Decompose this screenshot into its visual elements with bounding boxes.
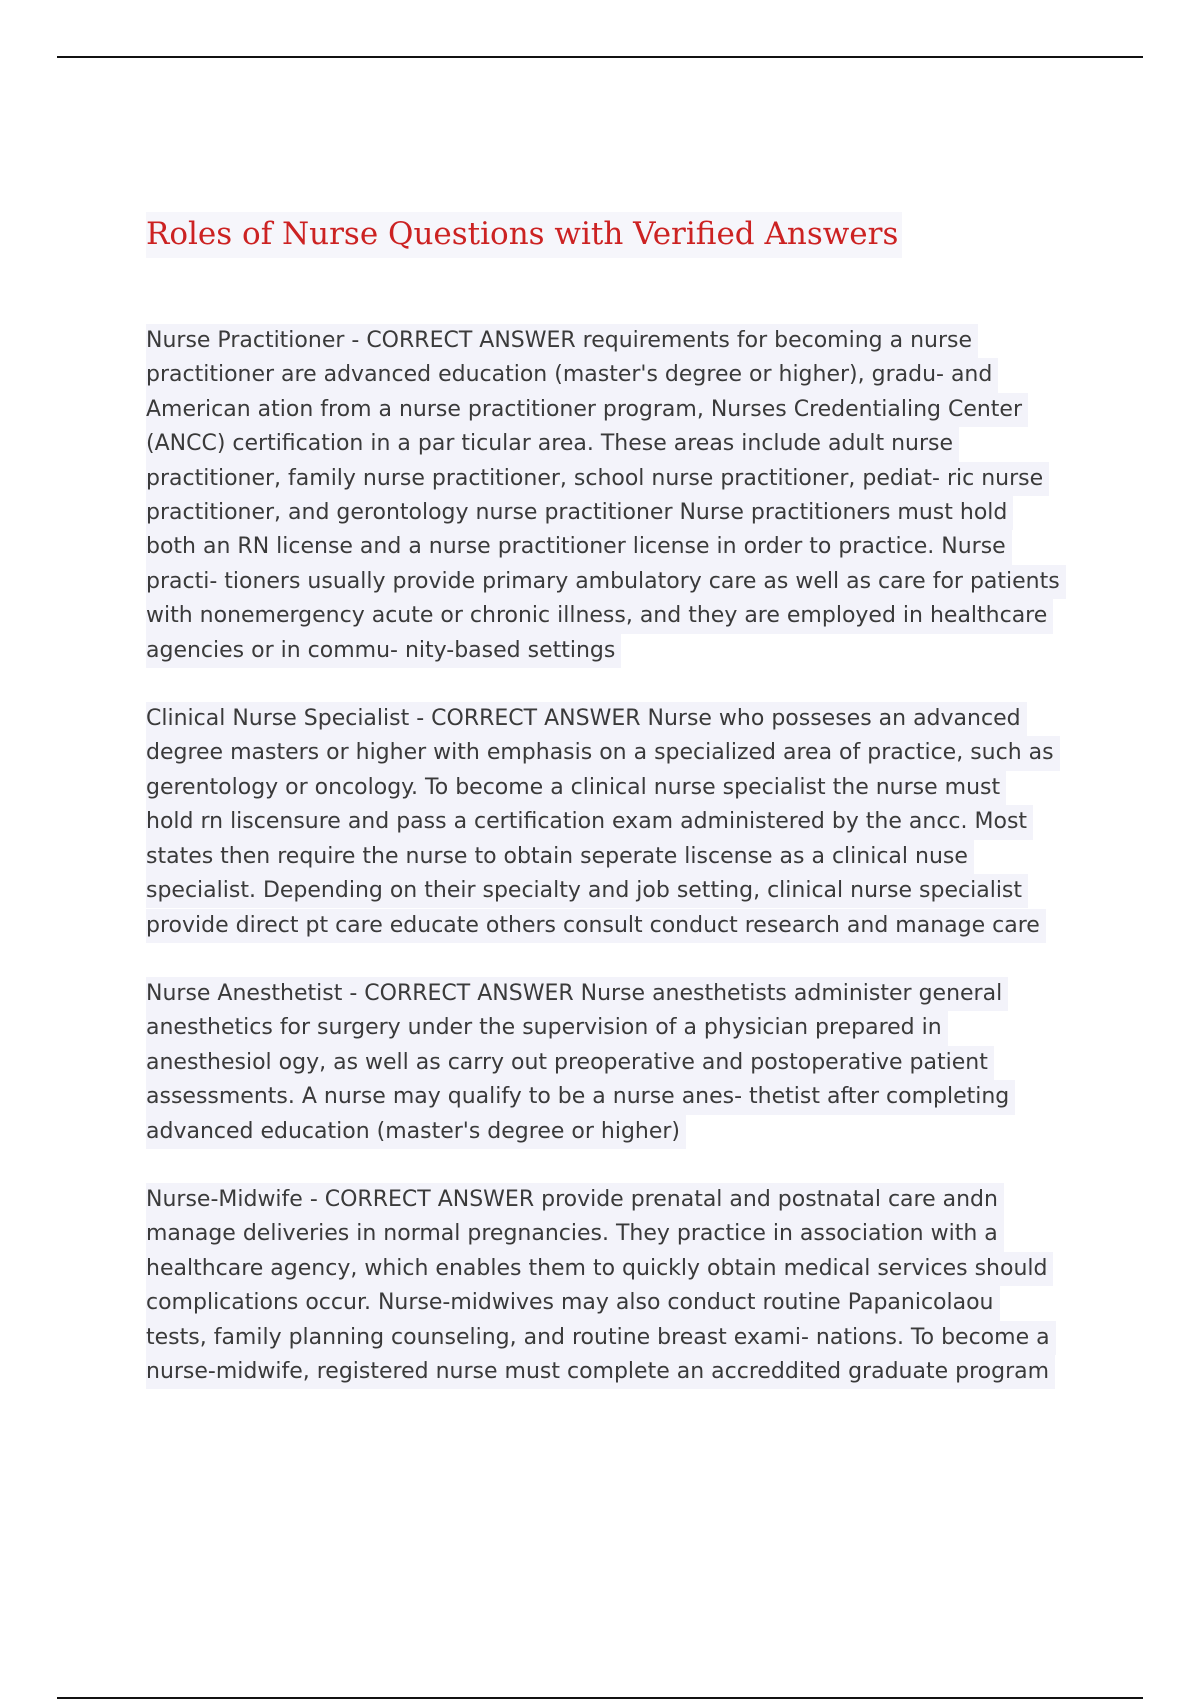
entry-line: both an RN license and a nurse practitioner license in order to practice. Nurse <box>146 530 1012 564</box>
qa-entry <box>146 702 1096 943</box>
entry-line: advanced education (master's degree or higher) <box>146 1115 686 1149</box>
entry-line: with nonemergency acute or chronic illness, and they are employed in healthcare <box>146 599 1053 633</box>
entry-line: practitioner are advanced education (master's degree or higher), gradu- and <box>146 358 998 392</box>
qa-entry <box>146 977 1096 1149</box>
entry-line: American ation from a nurse practitioner program, Nurses Credentialing Center <box>146 393 1028 427</box>
qa-entry <box>146 1183 1096 1389</box>
footer-rule <box>57 1697 1143 1699</box>
entry-line: Clinical Nurse Specialist - CORRECT ANSWER Nurse who posseses an advanced <box>146 702 1027 736</box>
entry-line: hold rn liscensure and pass a certification exam administered by the ancc. Most <box>146 805 1033 839</box>
entry-line: states then require the nurse to obtain seperate liscense as a clinical nuse <box>146 840 974 874</box>
entry-line: manage deliveries in normal pregnancies. They practice in association with a <box>146 1217 1004 1251</box>
entry-line: specialist. Depending on their specialty and job setting, clinical nurse specialist <box>146 874 1028 908</box>
entry-line: Nurse Practitioner - CORRECT ANSWER requirements for becoming a nurse <box>146 324 978 358</box>
document-title: Roles of Nurse Questions with Verified Answers <box>146 212 902 258</box>
header-rule <box>57 56 1143 58</box>
entry-line: (ANCC) certification in a par ticular area. These areas include adult nurse <box>146 427 959 461</box>
entry-line: healthcare agency, which enables them to quickly obtain medical services should <box>146 1252 1053 1286</box>
entry-line: anesthetics for surgery under the supervision of a physician prepared in <box>146 1011 948 1045</box>
entry-line: anesthesiol ogy, as well as carry out preoperative and postoperative patient <box>146 1046 994 1080</box>
entry-line: nurse-midwife, registered nurse must complete an accreddited graduate program <box>146 1355 1055 1389</box>
entry-line: Nurse Anesthetist - CORRECT ANSWER Nurse anesthetists administer general <box>146 977 1008 1011</box>
entry-line: tests, family planning counseling, and routine breast exami- nations. To become a <box>146 1321 1056 1355</box>
entry-line: assessments. A nurse may qualify to be a nurse anes- thetist after completing <box>146 1080 1015 1114</box>
entry-line: Nurse-Midwife - CORRECT ANSWER provide prenatal and postnatal care andn <box>146 1183 1004 1217</box>
entry-line: practi- tioners usually provide primary ambulatory care as well as care for patients <box>146 565 1066 599</box>
document-body <box>146 324 1096 1423</box>
entry-line: agencies or in commu- nity-based settings <box>146 634 621 668</box>
entry-line: practitioner, family nurse practitioner, school nurse practitioner, pediat- ric nurse <box>146 462 1049 496</box>
entry-line: practitioner, and gerontology nurse practitioner Nurse practitioners must hold <box>146 496 1013 530</box>
entry-line: complications occur. Nurse-midwives may also conduct routine Papanicolaou <box>146 1286 1000 1320</box>
entry-line: gerentology or oncology. To become a clinical nurse specialist the nurse must <box>146 771 1006 805</box>
entry-line: degree masters or higher with emphasis on a specialized area of practice, such as <box>146 736 1060 770</box>
qa-entry <box>146 324 1096 668</box>
entry-line: provide direct pt care educate others consult conduct research and manage care <box>146 909 1046 943</box>
